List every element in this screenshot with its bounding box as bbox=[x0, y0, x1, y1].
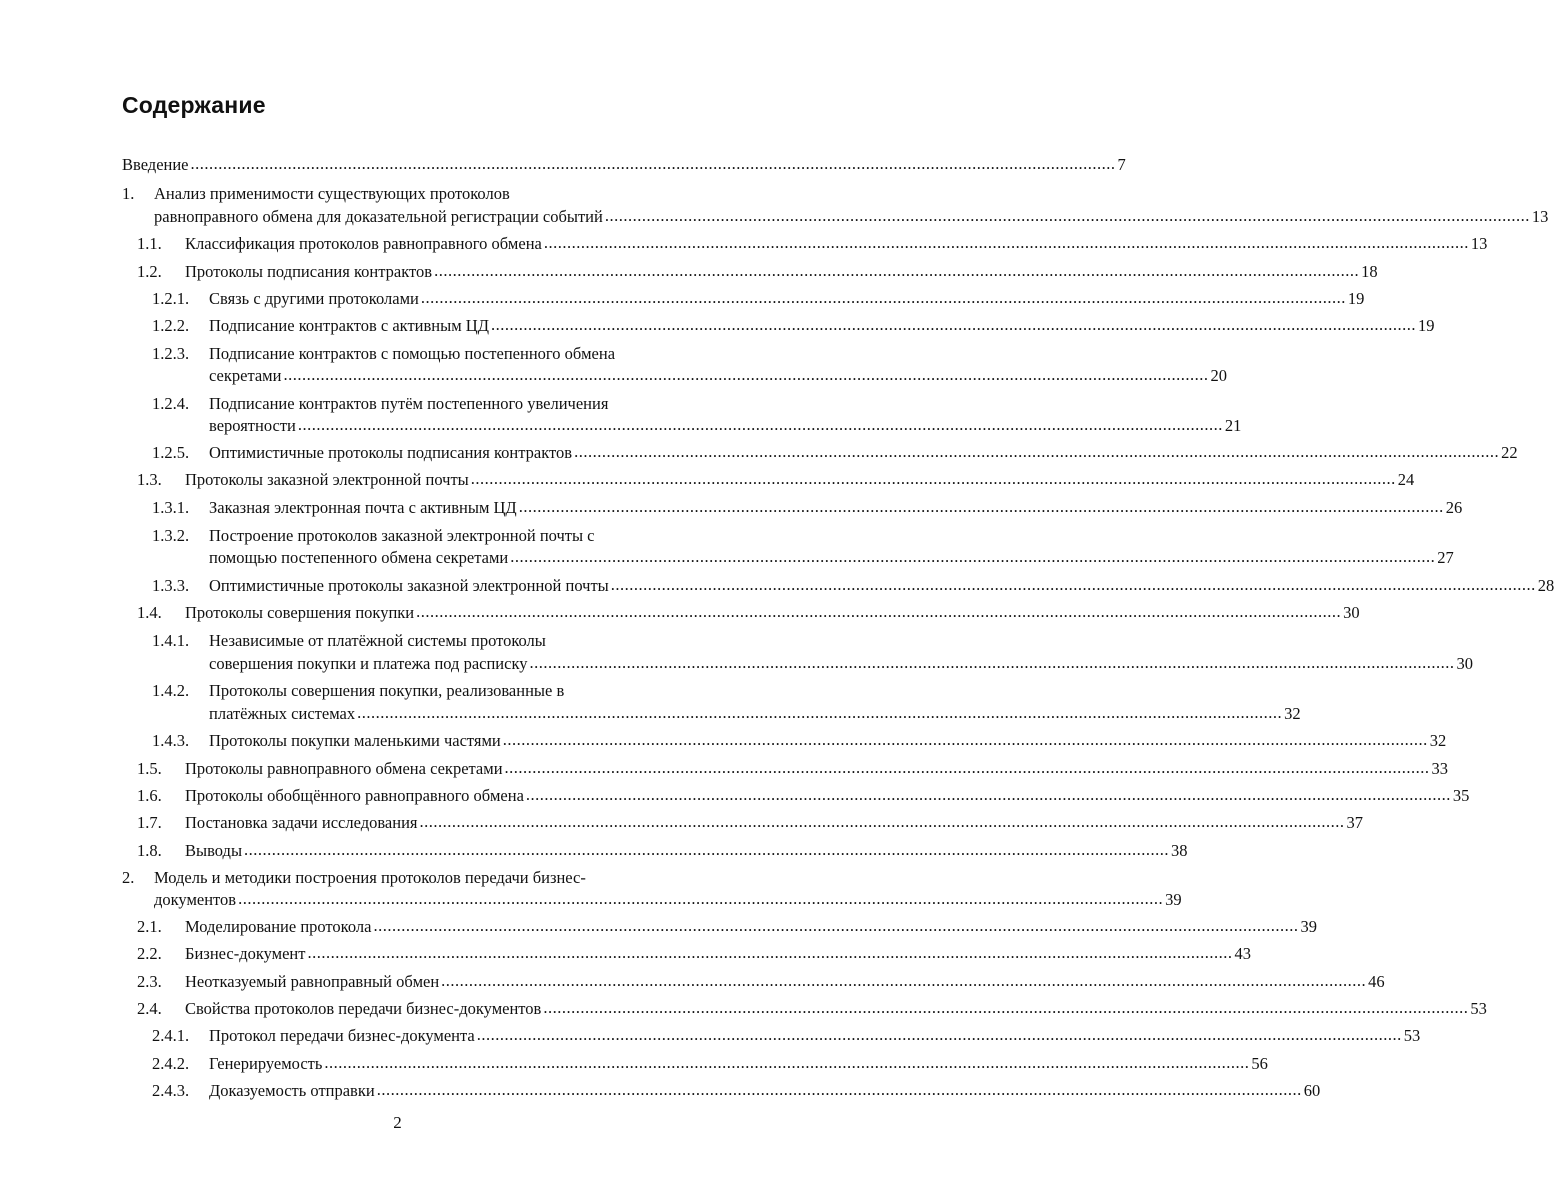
toc-entry-title: Классификация протоколов равноправного обмена bbox=[185, 234, 542, 253]
toc-entry-number: 1.3.2. bbox=[152, 526, 190, 545]
toc-entry[interactable] bbox=[185, 916, 1317, 937]
toc-entry[interactable] bbox=[209, 497, 1463, 518]
toc-entry-number: 1.4.1. bbox=[152, 631, 190, 650]
dot-leader: ........................................................................................................................................................................................................ bbox=[238, 889, 1164, 908]
dot-leader: ........................................................................................................................................................................................................ bbox=[190, 154, 1116, 173]
dot-leader: ........................................................................................................................................................................................................ bbox=[543, 998, 1469, 1017]
toc-entry-number: 2.4.1. bbox=[152, 1026, 190, 1045]
toc-entry-number: 2.4.2. bbox=[152, 1054, 190, 1073]
toc-entry-page: 30 bbox=[1343, 603, 1360, 622]
toc-entry-number: 1.2.3. bbox=[152, 344, 190, 363]
dot-leader: ........................................................................................................................................................................................................ bbox=[416, 602, 1342, 621]
toc-entry-page: 7 bbox=[1117, 155, 1126, 174]
dot-leader: ........................................................................................................................................................................................................ bbox=[357, 703, 1283, 722]
toc-entry-page: 21 bbox=[1224, 416, 1242, 435]
toc-entry-title: Протоколы подписания контрактов bbox=[185, 262, 433, 281]
dot-leader: ........................................................................................................................................................................................................ bbox=[490, 315, 1416, 334]
toc-entry-page: 35 bbox=[1452, 786, 1470, 805]
toc-entry-number: 1.3.3. bbox=[152, 576, 190, 595]
toc-entry-page: 53 bbox=[1403, 1026, 1421, 1045]
toc-entry[interactable] bbox=[209, 1053, 1268, 1074]
toc-entry-page: 32 bbox=[1429, 731, 1447, 750]
toc-entry-number: 2. bbox=[122, 868, 135, 887]
dot-leader: ........................................................................................................................................................................................................ bbox=[420, 288, 1346, 307]
toc-entry-title-continued: документов bbox=[154, 890, 237, 909]
toc-entry-title-continued: вероятности bbox=[209, 416, 296, 435]
dot-leader: ........................................................................................................................................................................................................ bbox=[434, 261, 1360, 280]
toc-entry-title[interactable]: Построение протоколов заказной электронной почты с bbox=[209, 526, 595, 545]
toc-entry-title: Протоколы совершения покупки bbox=[185, 603, 415, 622]
toc-entry-number: 1.6. bbox=[137, 786, 162, 805]
dot-leader: ........................................................................................................................................................................................................ bbox=[373, 916, 1299, 935]
toc-entry-page: 33 bbox=[1431, 759, 1449, 778]
toc-entry-title: Протоколы покупки маленькими частями bbox=[209, 731, 501, 750]
toc-entry-page: 19 bbox=[1417, 316, 1435, 335]
toc-entry-page: 37 bbox=[1346, 813, 1363, 832]
toc-entry[interactable] bbox=[185, 233, 1488, 254]
toc-entry[interactable] bbox=[209, 653, 1473, 674]
toc-entry-number: 1.4.2. bbox=[152, 681, 190, 700]
toc-entry-title-continued: совершения покупки и платежа под расписку bbox=[209, 654, 528, 673]
toc-entry-title: Протоколы равноправного обмена секретами bbox=[185, 759, 503, 778]
toc-entry-page: 26 bbox=[1445, 498, 1463, 517]
toc-entry-number: 1.8. bbox=[137, 841, 162, 860]
toc-entry-title-continued: помощью постепенного обмена секретами bbox=[209, 548, 509, 567]
dot-leader: ........................................................................................................................................................................................................ bbox=[543, 233, 1469, 252]
toc-entry[interactable] bbox=[185, 812, 1363, 833]
toc-entry-title: Заказная электронная почта с активным ЦД bbox=[209, 498, 517, 517]
toc-entry-title[interactable]: Анализ применимости существующих протоколов bbox=[154, 184, 510, 203]
toc-entry[interactable] bbox=[209, 703, 1301, 724]
toc-entry-page: 43 bbox=[1234, 944, 1251, 963]
toc-entry-number: 1.1. bbox=[137, 234, 162, 253]
toc-entry[interactable] bbox=[209, 442, 1518, 463]
toc-entry-number: 2.4. bbox=[137, 999, 162, 1018]
toc-entry[interactable] bbox=[209, 1025, 1421, 1046]
dot-leader: ........................................................................................................................................................................................................ bbox=[574, 442, 1500, 461]
toc-entry-title: Доказуемость отправки bbox=[209, 1081, 375, 1100]
toc-entry-page: 13 bbox=[1470, 234, 1488, 253]
dot-leader: ........................................................................................................................................................................................................ bbox=[504, 758, 1430, 777]
toc-entry-title: Выводы bbox=[185, 841, 243, 860]
toc-entry-page: 27 bbox=[1437, 548, 1454, 567]
dot-leader: ........................................................................................................................................................................................................ bbox=[244, 840, 1170, 859]
dot-leader: ........................................................................................................................................................................................................ bbox=[324, 1053, 1250, 1072]
toc-entry-title: Моделирование протокола bbox=[185, 917, 372, 936]
toc-entry[interactable] bbox=[185, 785, 1470, 806]
dot-leader: ........................................................................................................................................................................................................ bbox=[470, 469, 1396, 488]
toc-entry-title[interactable]: Подписание контрактов с помощью постепенного обмена bbox=[209, 344, 616, 363]
toc-entry-number: 1.2.1. bbox=[152, 289, 190, 308]
toc-entry-page: 24 bbox=[1397, 470, 1415, 489]
toc-entry-title[interactable]: Подписание контрактов путём постепенного увеличения bbox=[209, 394, 609, 413]
toc-entry-page: 39 bbox=[1165, 890, 1182, 909]
toc-entry-number: 1.3.1. bbox=[152, 498, 190, 517]
dot-leader: ........................................................................................................................................................................................................ bbox=[502, 730, 1428, 749]
toc-entry-page: 32 bbox=[1284, 704, 1301, 723]
toc-entry-title: Протоколы заказной электронной почты bbox=[185, 470, 469, 489]
toc-entry-title: Оптимистичные протоколы подписания контрактов bbox=[209, 443, 573, 462]
toc-entry[interactable] bbox=[154, 206, 1549, 227]
toc-entry-page: 60 bbox=[1303, 1081, 1321, 1100]
toc-entry-page: 39 bbox=[1300, 917, 1317, 936]
toc-entry-number: 1.4.3. bbox=[152, 731, 190, 750]
toc-entry[interactable] bbox=[209, 730, 1447, 751]
toc-entry-title: Неотказуемый равноправный обмен bbox=[185, 972, 440, 991]
toc-entry-page: 20 bbox=[1210, 366, 1227, 385]
dot-leader: ........................................................................................................................................................................................................ bbox=[419, 812, 1345, 831]
toc-entry-number: 1.3. bbox=[137, 470, 162, 489]
toc-entry-title: Протокол передачи бизнес-документа bbox=[209, 1026, 475, 1045]
toc-entry-title: Протоколы обобщённого равноправного обмена bbox=[185, 786, 524, 805]
toc-entry-number: 2.4.3. bbox=[152, 1081, 190, 1100]
toc-entry-title: Оптимистичные протоколы заказной электронной почты bbox=[209, 576, 609, 595]
toc-entry-number: 1.2.2. bbox=[152, 316, 190, 335]
toc-entry-title: Свойства протоколов передачи бизнес-документов bbox=[185, 999, 542, 1018]
dot-leader: ........................................................................................................................................................................................................ bbox=[376, 1080, 1302, 1099]
toc-entry[interactable] bbox=[209, 315, 1435, 336]
dot-leader: ........................................................................................................................................................................................................ bbox=[525, 785, 1451, 804]
toc-entry-page: 13 bbox=[1531, 207, 1549, 226]
toc-entry-page: 46 bbox=[1368, 972, 1385, 991]
toc-heading: Содержание bbox=[122, 92, 266, 118]
toc-entry-title[interactable]: Независимые от платёжной системы протоколы bbox=[209, 631, 546, 650]
toc-entry[interactable] bbox=[185, 469, 1415, 490]
toc-entry-page: 38 bbox=[1171, 841, 1188, 860]
toc-entry-number: 1. bbox=[122, 184, 135, 203]
toc-entry-page: 53 bbox=[1470, 999, 1487, 1018]
toc-entry-number: 1.5. bbox=[137, 759, 162, 778]
dot-leader: ........................................................................................................................................................................................................ bbox=[604, 206, 1530, 225]
toc-entry-number: 1.2.5. bbox=[152, 443, 190, 462]
toc-entry-title: Постановка задачи исследования bbox=[185, 813, 418, 832]
toc-entry-page: 28 bbox=[1537, 576, 1554, 595]
toc-entry[interactable] bbox=[185, 943, 1251, 964]
toc-entry-number: 1.2.4. bbox=[152, 394, 190, 413]
dot-leader: ........................................................................................................................................................................................................ bbox=[610, 575, 1536, 594]
toc-entry-title: Введение bbox=[122, 155, 189, 174]
dot-leader: ........................................................................................................................................................................................................ bbox=[476, 1025, 1402, 1044]
toc-entry-page: 30 bbox=[1456, 654, 1473, 673]
dot-leader: ........................................................................................................................................................................................................ bbox=[297, 415, 1223, 434]
toc-entry-title: Связь с другими протоколами bbox=[209, 289, 419, 308]
dot-leader: ........................................................................................................................................................................................................ bbox=[510, 547, 1436, 566]
toc-entry-page: 56 bbox=[1251, 1054, 1268, 1073]
toc-entry[interactable] bbox=[185, 971, 1385, 992]
toc-entry[interactable] bbox=[154, 889, 1182, 910]
toc-entry-number: 1.4. bbox=[137, 603, 162, 622]
toc-entry-page: 19 bbox=[1347, 289, 1365, 308]
page-number: 2 bbox=[393, 1113, 402, 1132]
toc-entry[interactable] bbox=[209, 1080, 1321, 1101]
toc-entry[interactable] bbox=[209, 547, 1454, 568]
toc-entry-title-continued: равноправного обмена для доказательной регистрации событий bbox=[154, 207, 603, 226]
toc-entry[interactable] bbox=[209, 415, 1242, 436]
dot-leader: ........................................................................................................................................................................................................ bbox=[307, 943, 1233, 962]
toc-entry-title: Подписание контрактов с активным ЦД bbox=[209, 316, 489, 335]
toc-entry[interactable] bbox=[209, 288, 1365, 309]
toc-entry-title: Генерируемость bbox=[209, 1054, 323, 1073]
toc-entry-title-continued: платёжных системах bbox=[209, 704, 356, 723]
dot-leader: ........................................................................................................................................................................................................ bbox=[441, 971, 1367, 990]
toc-entry[interactable] bbox=[209, 575, 1554, 596]
toc-entry[interactable] bbox=[185, 602, 1360, 623]
toc-entry-title[interactable]: Модель и методики построения протоколов передачи бизнес- bbox=[154, 868, 586, 887]
toc-entry-number: 1.2. bbox=[137, 262, 162, 281]
toc-entry[interactable] bbox=[185, 840, 1188, 861]
toc-entry-title: Бизнес-документ bbox=[185, 944, 306, 963]
dot-leader: ........................................................................................................................................................................................................ bbox=[518, 497, 1444, 516]
toc-entry[interactable] bbox=[209, 365, 1227, 386]
toc-entry-number: 1.7. bbox=[137, 813, 162, 832]
toc-entry-title-continued: секретами bbox=[209, 366, 282, 385]
dot-leader: ........................................................................................................................................................................................................ bbox=[283, 365, 1209, 384]
dot-leader: ........................................................................................................................................................................................................ bbox=[529, 653, 1455, 672]
toc-entry-number: 2.1. bbox=[137, 917, 162, 936]
toc-entry-page: 22 bbox=[1501, 443, 1518, 462]
toc-entry-page: 18 bbox=[1361, 262, 1378, 281]
toc-entry[interactable] bbox=[185, 261, 1378, 282]
toc-entry-number: 2.2. bbox=[137, 944, 162, 963]
toc-entry-number: 2.3. bbox=[137, 972, 162, 991]
toc-entry-title[interactable]: Протоколы совершения покупки, реализованные в bbox=[209, 681, 565, 700]
toc-entry[interactable] bbox=[122, 154, 1126, 175]
toc-entry[interactable] bbox=[185, 998, 1487, 1019]
toc-entry[interactable] bbox=[185, 758, 1449, 779]
